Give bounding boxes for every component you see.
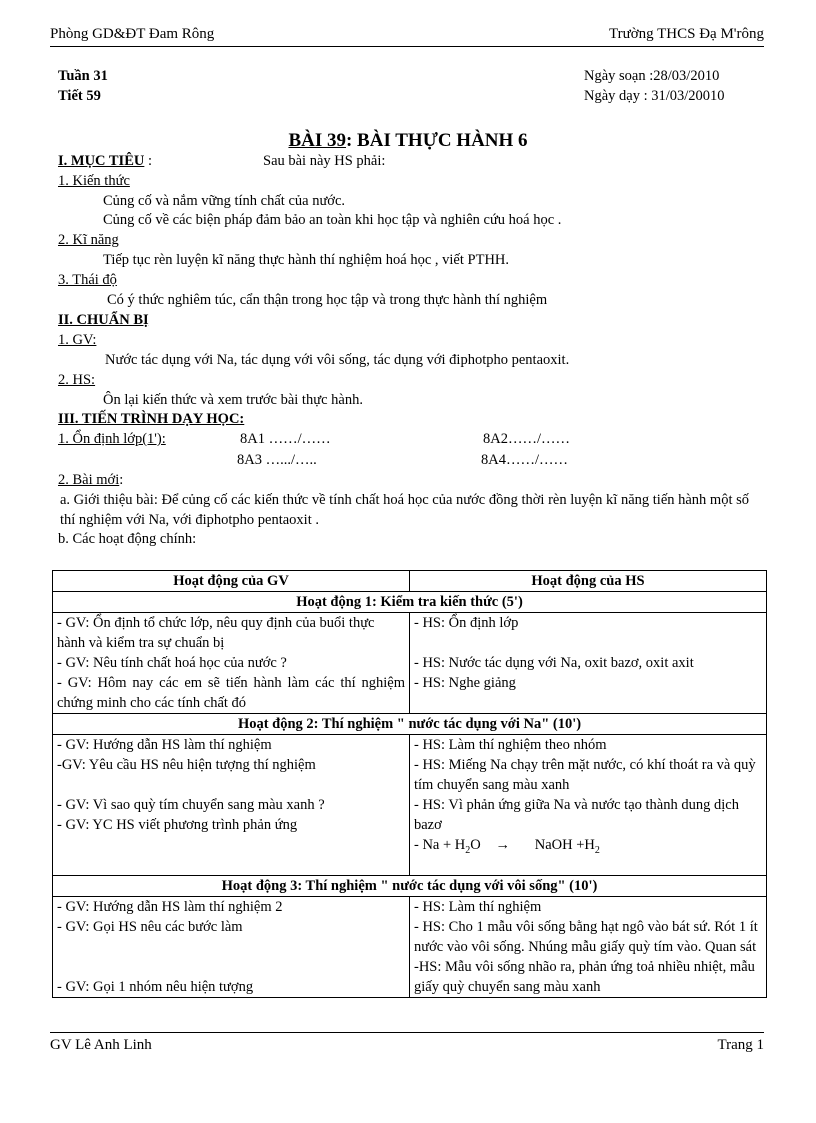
eq-oxygen: O — [470, 837, 481, 853]
arrow-icon: → — [495, 837, 510, 853]
activity-3-student-cell — [410, 896, 767, 997]
act1-gv-line: - GV: Ổn định tổ chức lớp, nêu quy định của buổi thực hành và kiểm tra sự chuẩn bị — [57, 615, 375, 651]
reaction-equation — [414, 835, 762, 861]
activity-2-student-cell — [410, 735, 767, 876]
knowledge-line-2: Củng cố về các biện pháp đảm bảo an toàn khi học tập và nghiên cứu hoá học . — [103, 212, 562, 228]
col-header-teacher: Hoạt động của GV — [53, 571, 410, 592]
act1-hs-line: - HS: Ổn định lớp — [414, 615, 519, 631]
activity-1-student-cell — [410, 613, 767, 714]
class-8a2: 8A2……/…… — [483, 431, 570, 447]
eq-right: NaOH +H — [534, 837, 595, 853]
table-header-row — [53, 571, 767, 592]
act2-gv-line: - GV: Vì sao quỳ tím chuyển sang màu xanh ? — [57, 797, 325, 813]
class-8a3: 8A3 ….../….. — [237, 452, 317, 468]
act1-gv-line: - GV: Hôm nay các em sẽ tiến hành làm các thí nghiệm chứng minh cho các tính chất đó — [57, 675, 405, 711]
act3-hs-line: - HS: Làm thí nghiệm — [414, 898, 542, 915]
col-header-student: Hoạt động của HS — [410, 571, 767, 592]
skills-line: Tiếp tục rèn luyện kĩ năng thực hành thí nghiệm hoá học , viết PTHH. — [103, 252, 510, 268]
section-objectives-colon: : — [144, 153, 152, 169]
lesson-name: : BÀI THỰC HÀNH 6 — [345, 130, 528, 151]
activity-1-teacher-cell — [53, 613, 410, 714]
eq-left: - Na + H — [414, 837, 466, 853]
new-lesson-colon: : — [119, 472, 124, 488]
act1-gv-line: - GV: Nêu tính chất hoá học của nước ? — [57, 655, 287, 671]
footer-teacher: GV Lê Anh Linh — [50, 1037, 152, 1053]
act2-gv-line: - GV: Hướng dẫn HS làm thí nghiệm — [57, 737, 272, 753]
lesson-number: BÀI 39 — [288, 130, 346, 151]
knowledge-line-1: Củng cố và nắm vững tính chất của nước. — [103, 193, 346, 209]
footer-page-number: Trang 1 — [717, 1037, 764, 1053]
act2-gv-line: - GV: YC HS viết phương trình phản ứng — [57, 817, 298, 833]
section-preparation-title: II. CHUẨN BỊ — [58, 312, 149, 328]
act2-hs-line: - HS: Làm thí nghiệm theo nhóm — [414, 737, 607, 753]
page-header — [50, 24, 764, 47]
activity-1-title: Hoạt động 1: Kiểm tra kiến thức (5') — [53, 592, 767, 613]
activity-2-teacher-cell — [53, 735, 410, 876]
page-footer — [50, 1032, 764, 1055]
prep-date: Ngày soạn :28/03/2010 — [584, 68, 720, 84]
activity-table — [52, 570, 767, 998]
activity-3-teacher-cell — [53, 896, 410, 997]
header-department: Phòng GD&ĐT Đam Rông — [50, 26, 215, 42]
act2-hs-line: - HS: Vì phản ứng giữa Na và nước tạo thành dung dịch bazơ — [414, 797, 739, 833]
skills-title: 2. Kĩ năng — [58, 232, 119, 248]
main-activities-label: b. Các hoạt động chính: — [58, 531, 197, 547]
eq-sub-1: 2 — [465, 844, 471, 856]
new-lesson-heading — [58, 472, 123, 489]
activity-2-title-row — [53, 714, 767, 735]
student-prep-line: Ôn lại kiến thức và xem trước bài thực hành. — [103, 392, 363, 408]
lesson-intro: a. Giới thiệu bài: Để củng cố các kiến thức về tính chất hoá học của nước đồng thời rèn luyện kĩ năng tiến hành một số thí nghiệm với Na, với điphotpho pentaoxit . — [60, 492, 750, 528]
activity-3-title: Hoạt động 3: Thí nghiệm " nước tác dụng với vôi sống" (10') — [53, 875, 767, 896]
section-objectives-title: I. MỤC TIÊU — [58, 153, 145, 169]
week-label: Tuần 31 — [58, 68, 108, 84]
eq-sub-2: 2 — [594, 844, 600, 856]
period-label: Tiết 59 — [58, 88, 101, 104]
knowledge-title: 1. Kiến thức — [58, 173, 130, 189]
act1-hs-line: - HS: Nghe giảng — [414, 675, 516, 691]
lesson-title — [0, 130, 816, 152]
act3-gv-line: - GV: Hướng dẫn HS làm thí nghiệm 2 — [57, 898, 283, 915]
act3-gv-line: - GV: Gọi HS nêu các bước làm — [57, 918, 243, 935]
class-stabilize-title: 1. Ổn định lớp(1'): — [58, 431, 166, 447]
act3-gv-line: - GV: Gọi 1 nhóm nêu hiện tượng — [57, 978, 254, 995]
act1-hs-line: - HS: Nước tác dụng với Na, oxit bazơ, oxit axit — [414, 655, 694, 671]
attitude-title: 3. Thái độ — [58, 272, 117, 288]
activity-1-title-row — [53, 592, 767, 613]
act3-hs-line: -HS: Mẫu vôi sống nhão ra, phản ứng toả nhiều nhiệt, mẫu giấy quỳ chuyển sang màu xanh — [414, 958, 755, 995]
class-8a4: 8A4……/…… — [481, 452, 568, 468]
objectives-note: Sau bài này HS phải: — [263, 153, 386, 169]
activity-1-row — [53, 613, 767, 714]
act2-hs-line: - HS: Miếng Na chạy trên mặt nước, có khí thoát ra và quỳ tím chuyển sang màu xanh — [414, 757, 756, 793]
section-objectives — [58, 153, 152, 170]
student-prep-title: 2. HS: — [58, 372, 96, 388]
activity-2-title: Hoạt động 2: Thí nghiệm " nước tác dụng với Na" (10') — [53, 714, 767, 735]
act3-hs-line: - HS: Cho 1 mẫu vôi sống bằng hạt ngô vào bát sứ. Rót 1 ít nước vào vôi sống. Nhúng mẫu giấy quỳ tím vào. Quan sát — [414, 918, 758, 955]
attitude-line: Có ý thức nghiêm túc, cẩn thận trong học tập và trong thực hành thí nghiệm — [107, 292, 548, 308]
teacher-prep-line: Nước tác dụng với Na, tác dụng với vôi sống, tác dụng với điphotpho pentaoxit. — [105, 352, 570, 368]
activity-3-row — [53, 896, 767, 997]
teacher-prep-title: 1. GV: — [58, 332, 97, 348]
activity-2-row — [53, 735, 767, 876]
new-lesson-title: 2. Bài mới — [58, 472, 120, 488]
act2-gv-line: -GV: Yêu cầu HS nêu hiện tượng thí nghiệm — [57, 757, 316, 773]
class-8a1: 8A1 ……/…… — [240, 431, 331, 447]
teach-date: Ngày dạy : 31/03/20010 — [584, 88, 725, 104]
section-procedure-title: III. TIẾN TRÌNH DẠY HỌC: — [58, 411, 245, 427]
header-school: Trường THCS Đạ M'rông — [608, 26, 764, 42]
activity-3-title-row — [53, 875, 767, 896]
